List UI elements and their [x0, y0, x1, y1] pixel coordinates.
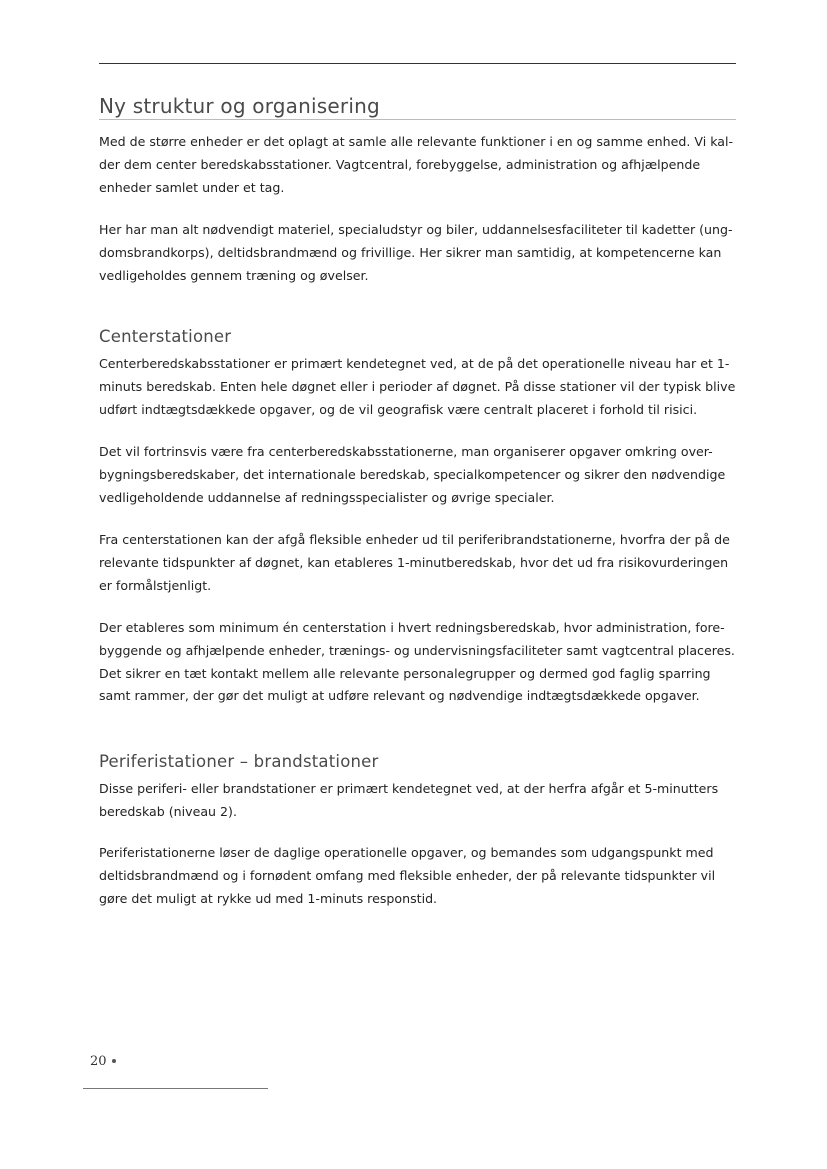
text-line: deltidsbrandmænd og i fornødent omfang med fleksible enheder, der på relevante tidspunkter vil: [99, 867, 716, 883]
text-line: er formålstjenligt.: [99, 577, 212, 593]
centerstationer-paragraph-3: [99, 529, 736, 597]
text-line: Periferistationerne løser de daglige operationelle opgaver, og bemandes som udgangspunkt med: [99, 845, 714, 860]
text-line: Fra centerstationen kan der afgå fleksible enheder ud til periferibrandstationerne, hvorfra der på de: [99, 532, 730, 547]
bullet-icon: [112, 1059, 116, 1063]
text-line: byggende og afhjælpende enheder, trænings- og undervisningsfaciliteter samt vagtcentral placeres.: [99, 642, 735, 658]
page-number: [90, 1054, 116, 1069]
header-rule: [99, 63, 736, 64]
text-line: beredskab (niveau 2).: [99, 803, 237, 819]
text-line: der dem center beredskabsstationer. Vagtcentral, forebyggelse, administration og afhjælpende: [99, 156, 701, 172]
periferistationer-paragraph-2: [99, 842, 736, 910]
centerstationer-paragraph-1: [99, 353, 736, 421]
text-line: bygningsberedskaber, det internationale beredskab, specialkompetencer og sikrer den nødvendige: [99, 466, 726, 482]
text-line: domsbrandkorps), deltidsbrandmænd og frivillige. Her sikrer man samtidig, at kompetencerne kan: [99, 244, 722, 260]
intro-paragraph-2: [99, 219, 736, 287]
text-line: Disse periferi- eller brandstationer er primært kendetegnet ved, at der herfra afgår et 5-minutters: [99, 781, 719, 796]
centerstationer-paragraph-2: [99, 441, 736, 509]
text-line: relevante tidspunkter af døgnet, kan etableres 1-minutberedskab, hvor det ud fra risikovurderingen: [99, 554, 729, 570]
text-line: gøre det muligt at rykke ud med 1-minuts responstid.: [99, 890, 438, 906]
text-line: Det sikrer en tæt kontakt mellem alle relevante personalegrupper og dermed god faglig sparring: [99, 665, 711, 681]
text-line: Her har man alt nødvendigt materiel, specialudstyr og biler, uddannelsesfaciliteter til kadetter (ung-: [99, 222, 733, 237]
centerstationer-paragraph-4: [99, 617, 736, 708]
periferistationer-heading: Periferistationer – brandstationer: [99, 752, 379, 771]
intro-paragraph-1: [99, 131, 736, 199]
periferistationer-paragraph-1: [99, 778, 736, 824]
text-line: Centerberedskabsstationer er primært kendetegnet ved, at de på det operationelle niveau har et 1-: [99, 356, 730, 371]
text-line: Det vil fortrinsvis være fra centerberedskabsstationerne, man organiserer opgaver omkring over-: [99, 444, 713, 459]
text-line: samt rammer, der gør det muligt at udføre relevant og nødvendige indtægtsdækkede opgaver.: [99, 688, 700, 704]
page-number-value: 20: [90, 1054, 107, 1069]
text-line: udført indtægtsdækkede opgaver, og de vil geografisk være centralt placeret i forhold til risici.: [99, 401, 698, 417]
text-line: vedligeholdes gennem træning og øvelser.: [99, 267, 369, 283]
text-line: Der etableres som minimum én centerstation i hvert redningsberedskab, hvor administration, fore-: [99, 620, 725, 635]
centerstationer-heading: Centerstationer: [99, 327, 232, 346]
text-line: enheder samlet under et tag.: [99, 179, 285, 195]
main-heading: Ny struktur og organisering: [99, 94, 736, 120]
footer-rule: [83, 1088, 268, 1089]
text-line: Med de større enheder er det oplagt at samle alle relevante funktioner i en og samme enhed. Vi kal-: [99, 134, 734, 149]
text-line: minuts beredskab. Enten hele døgnet eller i perioder af døgnet. På disse stationer vil der typisk blive: [99, 378, 736, 394]
text-line: vedligeholdende uddannelse af redningsspecialister og øvrige specialer.: [99, 489, 555, 505]
